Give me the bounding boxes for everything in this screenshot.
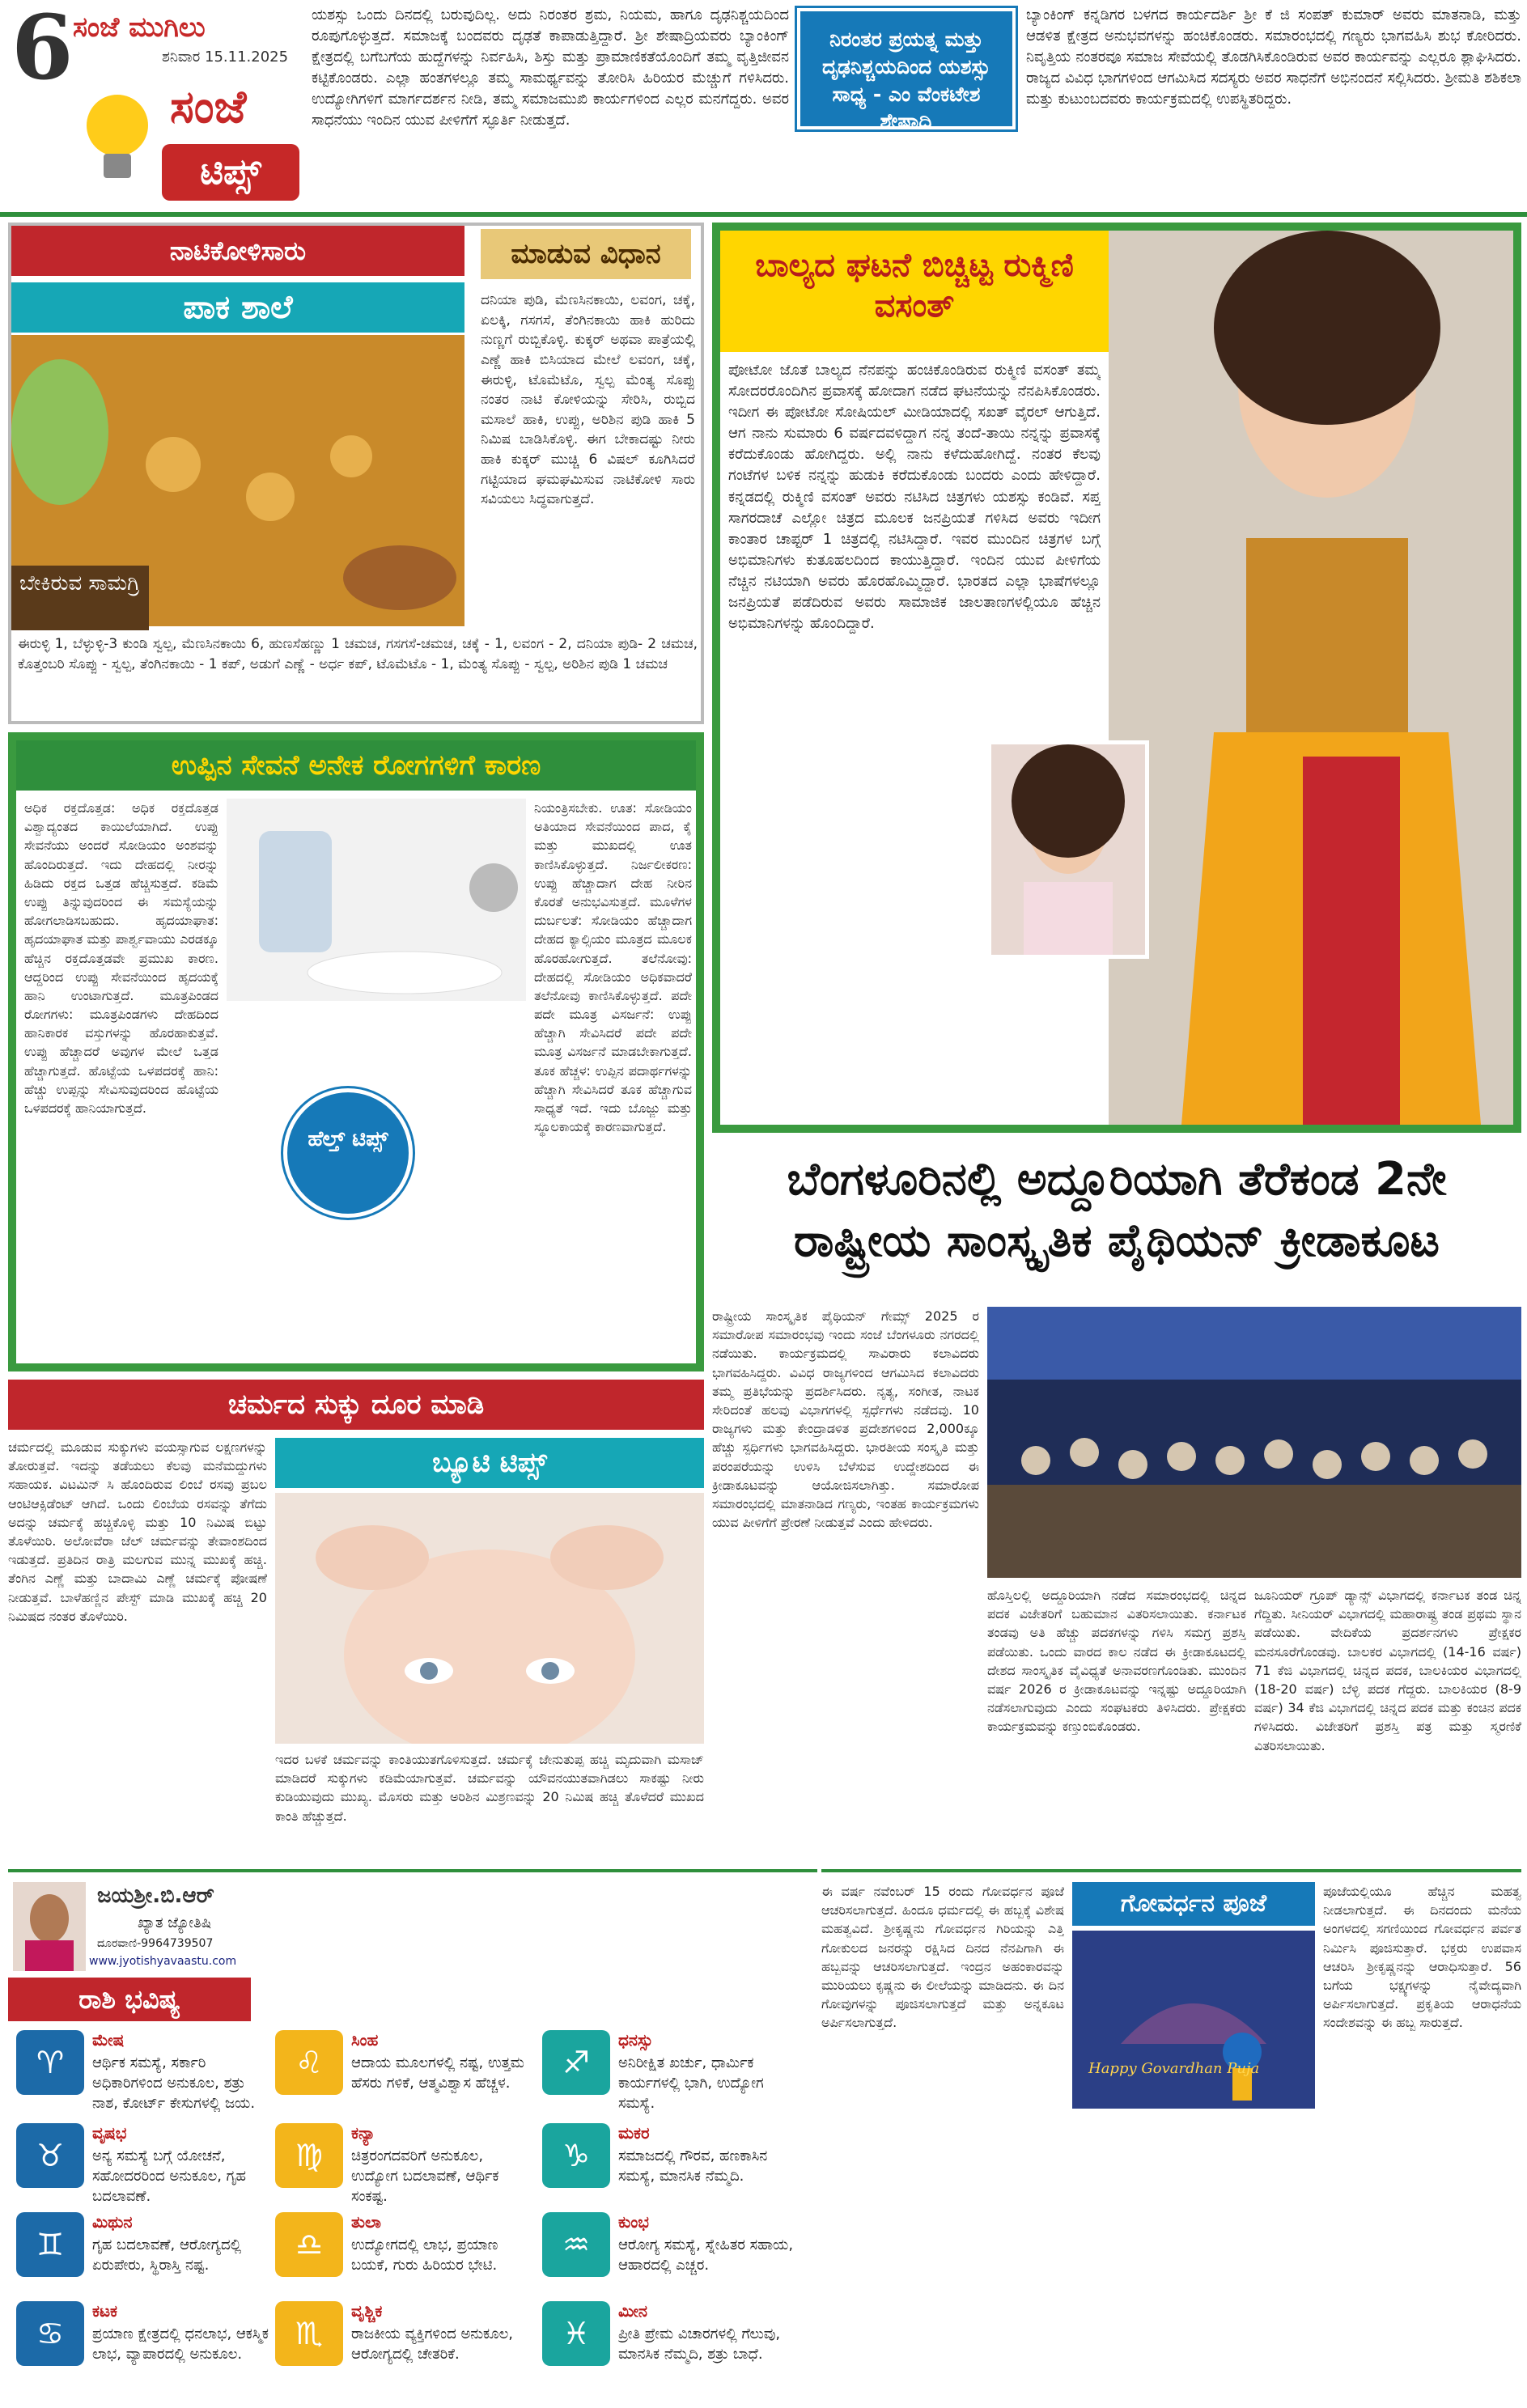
sports-column-3: ಜೂನಿಯರ್ ಗ್ರೂಪ್ ಡ್ಯಾನ್ಸ್ ವಿಭಾಗದಲ್ಲಿ ಕರ್ನಾಟಕ ತಂಡ ಚಿನ್ನ ಗೆದ್ದಿತು. ಸೀನಿಯರ್ ವಿಭಾಗದಲ್ಲಿ ಮಹಾರಾಷ್ಟ್ರ ತಂಡ ಪ್ರಥಮ ಸ್ಥಾನ ಪಡೆಯಿತು. ವೇದಿಕೆಯ ಪ್ರದರ್ಶನಗಳು ಪ್ರೇಕ್ಷಕರ ಮನಸೂರೆಗೊಂಡವು. ಬಾಲಕರ ವಿಭಾಗದಲ್ಲಿ (14-16 ವರ್ಷ) 71 ಕೆಜಿ ವಿಭಾಗದಲ್ಲಿ ಚಿನ್ನದ ಪದಕ, ಬಾಲಕಿಯರ ವಿಭಾಗದಲ್ಲಿ (18-20 ವರ್ಷ) ಬೆಳ್ಳಿ ಪದಕ ಗೆದ್ದರು. ಬಾಲಕಿಯರ (8-9 ವರ್ಷ) 34 ಕೆಜಿ ವಿಭಾಗದಲ್ಲಿ ಚಿನ್ನದ ಪದಕ ಮತ್ತು ಕಂಚಿನ ಪದಕ ಗಳಿಸಿದರು. ವಿಜೇತರಿಗೆ ಪ್ರಶಸ್ತಿ ಪತ್ರ ಮತ್ತು ಸ್ಮರಣಿಕೆ ವಿತರಿಸಲಾಯಿತು.	[1254, 1588, 1521, 1753]
govardhan-title: ಗೋವರ್ಧನ ಪೂಜೆ	[1072, 1882, 1315, 1926]
astrologer-name: ಜಯಶ್ರೀ.ಬಿ.ಆರ್	[97, 1884, 214, 1908]
rashi-name: ವೃಷಭ	[92, 2123, 127, 2143]
section-title-sanje: ಸಂಜೆ	[170, 81, 247, 134]
masthead	[0, 0, 303, 214]
health-tips-badge-text: ಹೆಲ್ತ್ ಟಿಪ್ಸ್	[308, 1127, 388, 1151]
recipe-section-label: ಪಾಕ ಶಾಲೆ	[11, 282, 464, 333]
skin-column-1: ಚರ್ಮದಲ್ಲಿ ಮೂಡುವ ಸುಕ್ಕುಗಳು ವಯಸ್ಸಾಗುವ ಲಕ್ಷಣಗಳನ್ನು ತೋರುತ್ತವೆ. ಇದನ್ನು ತಡೆಯಲು ಕೆಲವು ಮನೆಮದ್ದುಗಳು ಸಹಾಯಕ. ವಿಟಮಿನ್ ಸಿ ಹೊಂದಿರುವ ಲಿಂಬೆ ರಸವು ಪ್ರಬಲ ಆಂಟಿಆಕ್ಸಿಡೆಂಟ್ ಆಗಿದೆ. ಒಂದು ಲಿಂಬೆಯ ರಸವನ್ನು ತೆಗೆದು ಅದನ್ನು ಚರ್ಮಕ್ಕೆ ಹಚ್ಚಿಕೊಳ್ಳಿ ಮತ್ತು 10 ನಿಮಿಷ ಬಿಟ್ಟು ತೊಳೆಯಿರಿ. ಅಲೋವೆರಾ ಜೆಲ್ ಚರ್ಮವನ್ನು ತೇವಾಂಶದಿಂದ ಇಡುತ್ತದೆ. ಪ್ರತಿದಿನ ರಾತ್ರಿ ಮಲಗುವ ಮುನ್ನ ಮುಖಕ್ಕೆ ಹಚ್ಚಿ. ತೆಂಗಿನ ಎಣ್ಣೆ ಮತ್ತು ಬಾದಾಮಿ ಎಣ್ಣೆ ಚರ್ಮಕ್ಕೆ ಪೋಷಣೆ ನೀಡುತ್ತವೆ. ಬಾಳೆಹಣ್ಣಿನ ಪೇಸ್ಟ್ ಮಾಡಿ ಮುಖಕ್ಕೆ ಹಚ್ಚಿ 20 ನಿಮಿಷದ ನಂತರ ತೊಳೆಯಿರಿ.	[8, 1439, 267, 1624]
govardhan-image	[1072, 1931, 1315, 2109]
skin-section	[8, 1380, 704, 1857]
salt-shaker-image	[227, 799, 526, 1001]
astrologer-photo	[13, 1882, 86, 1971]
lightbulb-icon	[81, 89, 154, 194]
rashi-item-3	[16, 2212, 275, 2297]
header-divider	[0, 212, 1527, 217]
skin-column-2: ಇದರ ಬಳಕೆ ಚರ್ಮವನ್ನು ಕಾಂತಿಯುತಗೊಳಿಸುತ್ತದೆ. ಚರ್ಮಕ್ಕೆ ಜೇನುತುಪ್ಪ ಹಚ್ಚಿ ಮೃದುವಾಗಿ ಮಸಾಜ್ ಮಾಡಿದರೆ ಸುಕ್ಕುಗಳು ಕಡಿಮೆಯಾಗುತ್ತವೆ. ಚರ್ಮವನ್ನು ಯೌವನಯುತವಾಗಿಡಲು ಸಾಕಷ್ಟು ನೀರು ಕುಡಿಯುವುದು ಮುಖ್ಯ. ಮೊಸರು ಮತ್ತು ಅರಿಶಿನ ಮಿಶ್ರಣವನ್ನು 20 ನಿಮಿಷ ಹಚ್ಚಿ ತೊಳೆದರೆ ಮುಖದ ಕಾಂತಿ ಹೆಚ್ಚುತ್ತದೆ.	[275, 1752, 704, 1824]
actress-title: ಬಾಲ್ಯದ ಘಟನೆ ಬಿಚ್ಚಿಟ್ಟ ರುಕ್ಮಿಣಿ ವಸಂತ್	[720, 231, 1109, 352]
rashi-item-4	[16, 2301, 275, 2386]
rashi-item-5	[275, 2030, 534, 2115]
astrologer-website[interactable]: www.jyotishyavaastu.com	[89, 1955, 237, 1968]
rashi-name: ಕನ್ಯಾ	[351, 2123, 375, 2143]
zodiac-5-icon: ♌	[275, 2030, 343, 2095]
salt-column-2: ನಿಯಂತ್ರಿಸಬೇಕು. ಊತ: ಸೋಡಿಯಂ ಅತಿಯಾದ ಸೇವನೆಯಿಂದ ಪಾದ, ಕೈ ಮತ್ತು ಮುಖದಲ್ಲಿ ಊತ ಕಾಣಿಸಿಕೊಳ್ಳುತ್ತದೆ. ನಿರ್ಜಲೀಕರಣ: ಉಪ್ಪು ಹೆಚ್ಚಾದಾಗ ದೇಹ ನೀರಿನ ಕೊರತೆ ಅನುಭವಿಸುತ್ತದೆ. ಮೂಳೆಗಳ ದುರ್ಬಲತೆ: ಸೋಡಿಯಂ ಹೆಚ್ಚಾದಾಗ ದೇಹದ ಕ್ಯಾಲ್ಸಿಯಂ ಮೂತ್ರದ ಮೂಲಕ ಹೊರಹೋಗುತ್ತದೆ. ತಲೆನೋವು: ದೇಹದಲ್ಲಿ ಸೋಡಿಯಂ ಅಧಿಕವಾದರೆ ತಲೆನೋವು ಕಾಣಿಸಿಕೊಳ್ಳುತ್ತದೆ. ಪದೇ ಪದೇ ಮೂತ್ರ ವಿಸರ್ಜನೆ: ಉಪ್ಪು ಹೆಚ್ಚಾಗಿ ಸೇವಿಸಿದರೆ ಪದೇ ಪದೇ ಮೂತ್ರ ವಿಸರ್ಜನೆ ಮಾಡಬೇಕಾಗುತ್ತದೆ. ತೂಕ ಹೆಚ್ಚಳ: ಉಪ್ಪಿನ ಪದಾರ್ಥಗಳನ್ನು ಹೆಚ್ಚಾಗಿ ಸೇವಿಸಿದರೆ ತೂಕ ಹೆಚ್ಚಾಗುವ ಸಾಧ್ಯತೆ ಇದೆ. ಇದು ಬೊಜ್ಜು ಮತ್ತು ಸ್ಥೂಲಕಾಯಕ್ಕೆ ಕಾರಣವಾಗುತ್ತದೆ.	[534, 800, 692, 1135]
rashi-item-2	[16, 2123, 275, 2208]
rashi-item-9	[542, 2030, 801, 2115]
health-tips-badge	[283, 1088, 413, 1218]
recipe-ingredients-label: ಬೇಕಿರುವ ಸಾಮಗ್ರಿ	[11, 566, 149, 630]
rashi-name: ಧನಸ್ಸು	[618, 2030, 653, 2050]
header-intro-text: ಯಶಸ್ಸು ಒಂದು ದಿನದಲ್ಲಿ ಬರುವುದಿಲ್ಲ. ಅದು ನಿರಂತರ ಶ್ರಮ, ನಿಯಮ, ಹಾಗೂ ದೃಢನಿಶ್ಚಯದಿಂದ ರೂಪುಗೊಳ್ಳುತ್ತದೆ. ಸಮಾಜಕ್ಕೆ ಬಂದವರು ದೃಢತೆ ಕಾಪಾಡುತ್ತಿದ್ದಾರೆ. ಶ್ರೀ ಶೇಷಾದ್ರಿಯವರು ಬ್ಯಾಂಕಿಂಗ್ ಕ್ಷೇತ್ರದಲ್ಲಿ ಬಗೆಬಗೆಯ ಹುದ್ದೆಗಳನ್ನು ನಿರ್ವಹಿಸಿ, ಶಿಸ್ತು ಮತ್ತು ಪ್ರಾಮಾಣಿಕತೆಯೊಂದಿಗೆ ತಮ್ಮ ವೃತ್ತಿಜೀವನ ಕಟ್ಟಿಕೊಂಡರು. ಎಲ್ಲಾ ಹಂತಗಳಲ್ಲೂ ತಮ್ಮ ಸಾಮರ್ಥ್ಯವನ್ನು ತೋರಿಸಿ ಹಿರಿಯರ ಮೆಚ್ಚುಗೆ ಗಳಿಸಿದರು. ಉದ್ಯೋಗಿಗಳಿಗೆ ಮಾರ್ಗದರ್ಶನ ನೀಡಿ, ತಮ್ಮ ಸಮಾಜಮುಖಿ ಕಾರ್ಯಗಳಿಂದ ಎಲ್ಲರ ಮನಗೆದ್ದರು. ಅವರ ಸಾಧನೆಯು ಇಂದಿನ ಯುವ ಪೀಳಿಗೆಗೆ ಸ್ಫೂರ್ತಿ ನೀಡುತ್ತದೆ.	[312, 6, 789, 129]
rashi-prediction: ರಾಜಕೀಯ ವ್ಯಕ್ತಿಗಳಿಂದ ಅನುಕೂಲ, ಆರೋಗ್ಯದಲ್ಲಿ ಚೇತರಿಕೆ.	[351, 2325, 514, 2363]
rashi-prediction: ಉದ್ಯೋಗದಲ್ಲಿ ಲಾಭ, ಪ್ರಯಾಣ ಬಯಕೆ, ಗುರು ಹಿರಿಯರ ಭೇಟಿ.	[351, 2236, 498, 2274]
horoscope-title: ರಾಶಿ ಭವಿಷ್ಯ	[8, 1978, 251, 2021]
actress-article-text: ಪೋಟೋ ಜೊತೆ ಬಾಲ್ಯದ ನೆನಪನ್ನು ಹಂಚಿಕೊಂಡಿರುವ ರುಕ್ಮಿಣಿ ವಸಂತ್ ತಮ್ಮ ಸೋದರರೊಂದಿಗಿನ ಪ್ರವಾಸಕ್ಕೆ ಹೋದಾಗ ನಡೆದ ಘಟನೆಯನ್ನು ನೆನಪಿಸಿಕೊಂಡರು. ಇದೀಗ ಈ ಪೋಟೋ ಸೋಷಿಯಲ್ ಮೀಡಿಯಾದಲ್ಲಿ ಸಖತ್ ವೈರಲ್ ಆಗುತ್ತಿದೆ. ಆಗ ನಾನು ಸುಮಾರು 6 ವರ್ಷದವಳಿದ್ದಾಗ ನನ್ನ ತಂದೆ-ತಾಯಿ ನನ್ನನ್ನು ಪ್ರವಾಸಕ್ಕೆ ಕರೆದುಕೊಂಡು ಹೋಗಿದ್ದರು. ಅಲ್ಲಿ ನಾನು ಕಳೆದುಹೋಗಿದ್ದೆ. ನಂತರ ಕೆಲವು ಗಂಟೆಗಳ ಬಳಿಕ ನನ್ನನ್ನು ಹುಡುಕಿ ಕರೆದುಕೊಂಡು ಬಂದರು ಎಂದು ಹೇಳಿದ್ದಾರೆ. ಕನ್ನಡದಲ್ಲಿ ರುಕ್ಮಿಣಿ ವಸಂತ್ ಅವರು ನಟಿಸಿದ ಚಿತ್ರಗಳು ಯಶಸ್ಸು ಕಂಡಿವೆ. ಸಪ್ತ ಸಾಗರದಾಚೆ ಎಲ್ಲೋ ಚಿತ್ರದ ಮೂಲಕ ಜನಪ್ರಿಯತೆ ಗಳಿಸಿದ ಅವರು ಇದೀಗ ಕಾಂತಾರ ಚಾಪ್ಟರ್ 1 ಚಿತ್ರದಲ್ಲಿ ನಟಿಸಿದ್ದಾರೆ. ಇವರ ಮುಂದಿನ ಚಿತ್ರಗಳ ಬಗ್ಗೆ ಅಭಿಮಾನಿಗಳು ಕುತೂಹಲದಿಂದ ಕಾಯುತ್ತಿದ್ದಾರೆ. ಇಂದಿನ ಯುವ ಪೀಳಿಗೆಯ ನೆಚ್ಚಿನ ನಟಿಯಾಗಿ ಅವರು ಹೊರಹೊಮ್ಮಿದ್ದಾರೆ. ಭಾರತದ ಎಲ್ಲಾ ಭಾಷೆಗಳಲ್ಲೂ ಜನಪ್ರಿಯತೆ ಪಡೆದಿರುವ ಅವರು ಸಾಮಾಜಿಕ ಜಾಲತಾಣಗಳಲ್ಲಿಯೂ ಹೆಚ್ಚಿನ ಅಭಿಮಾನಿಗಳನ್ನು ಹೊಂದಿದ್ದಾರೆ.	[728, 362, 1101, 633]
header-topic-box: ನಿರಂತರ ಪ್ರಯತ್ನ ಮತ್ತು ದೃಢನಿಶ್ಚಯದಿಂದ ಯಶಸ್ಸು ಸಾಧ್ಯ - ಎಂ ವೆಂಕಟೇಶ ಶೇಷಾದ್ರಿ	[797, 8, 1016, 129]
rashi-item-6	[275, 2123, 534, 2208]
rashi-item-12	[542, 2301, 801, 2386]
rashi-name: ಮೇಷ	[92, 2030, 125, 2050]
govardhan-image-caption: Happy Govardhan Puja	[1088, 2060, 1260, 2077]
zodiac-10-icon: ♑	[542, 2123, 610, 2188]
sports-group-photo	[987, 1307, 1521, 1578]
recipe-method-label: ಮಾಡುವ ವಿಧಾನ	[481, 229, 691, 279]
zodiac-8-icon: ♏	[275, 2301, 343, 2366]
rashi-name: ತುಲಾ	[351, 2212, 381, 2232]
rashi-item-11	[542, 2212, 801, 2297]
zodiac-4-icon: ♋	[16, 2301, 84, 2366]
rashi-name: ಸಿಂಹ	[351, 2030, 379, 2050]
rashi-prediction: ಆದಾಯ ಮೂಲಗಳಲ್ಲಿ ನಷ್ಟ, ಉತ್ತಮ ಹೆಸರು ಗಳಿಕೆ, ಆತ್ಮವಿಶ್ವಾಸ ಹೆಚ್ಚಳ.	[351, 2054, 524, 2092]
rashi-name: ಮೀನ	[618, 2301, 647, 2321]
recipe-title: ನಾಟಿಕೋಳಿಸಾರು	[11, 226, 464, 276]
skin-title: ಚರ್ಮದ ಸುಕ್ಕು ದೂರ ಮಾಡಿ	[8, 1380, 704, 1430]
zodiac-3-icon: ♊	[16, 2212, 84, 2277]
zodiac-9-icon: ♐	[542, 2030, 610, 2095]
actress-main-photo	[1109, 231, 1513, 1125]
zodiac-12-icon: ♓	[542, 2301, 610, 2366]
rashi-prediction: ಪ್ರಯಾಣ ಕ್ಷೇತ್ರದಲ್ಲಿ ಧನಲಾಭ, ಆಕಸ್ಮಿಕ ಲಾಭ, ವ್ಯಾಪಾರದಲ್ಲಿ ಅನುಕೂಲ.	[92, 2325, 269, 2363]
govardhan-column-1: ಈ ವರ್ಷ ನವೆಂಬರ್ 15 ರಂದು ಗೋವರ್ಧನ ಪೂಜೆ ಆಚರಿಸಲಾಗುತ್ತದೆ. ಹಿಂದೂ ಧರ್ಮದಲ್ಲಿ ಈ ಹಬ್ಬಕ್ಕೆ ವಿಶೇಷ ಮಹತ್ವವಿದೆ. ಶ್ರೀಕೃಷ್ಣನು ಗೋವರ್ಧನ ಗಿರಿಯನ್ನು ಎತ್ತಿ ಗೋಕುಲದ ಜನರನ್ನು ರಕ್ಷಿಸಿದ ದಿನದ ನೆನಪಿಗಾಗಿ ಈ ಹಬ್ಬವನ್ನು ಆಚರಿಸಲಾಗುತ್ತದೆ. ಇಂದ್ರನ ಅಹಂಕಾರವನ್ನು ಮುರಿಯಲು ಕೃಷ್ಣನು ಈ ಲೀಲೆಯನ್ನು ಮಾಡಿದನು. ಈ ದಿನ ಗೋವುಗಳನ್ನು ಪೂಜಿಸಲಾಗುತ್ತದೆ ಮತ್ತು ಅನ್ನಕೂಟ ಅರ್ಪಿಸಲಾಗುತ್ತದೆ.	[821, 1884, 1064, 2031]
zodiac-7-icon: ♎	[275, 2212, 343, 2277]
newspaper-brand: ಸಂಜೆ ಮುಗಿಲು	[73, 11, 206, 44]
actress-inset-photo	[987, 740, 1149, 959]
zodiac-11-icon: ♒	[542, 2212, 610, 2277]
recipe-ingredients-text: ಈರುಳ್ಳಿ 1, ಬೆಳ್ಳುಳ್ಳಿ-3 ಕುಂಡಿ ಸ್ವಲ್ಪ, ಮೆಣಸಿನಕಾಯಿ 6, ಹುಣಸೆಹಣ್ಣು 1 ಚಮಚ, ಗಸಗಸೆ-ಚಮಚ, ಚಕ್ಕೆ - 1, ಲವಂಗ - 2, ದನಿಯಾ ಪುಡಿ- 2 ಚಮಚ, ಕೊತ್ತಂಬರಿ ಸೊಪ್ಪು - ಸ್ವಲ್ಪ, ತೆಂಗಿನಕಾಯಿ - 1 ಕಪ್, ಅಡುಗೆ ಎಣ್ಣೆ - ಅರ್ಧ ಕಪ್, ಟೊಮೆಟೊ - 1, ಮೆಂತ್ಯ ಸೊಪ್ಪು - ಸ್ವಲ್ಪ, ಅರಿಶಿನ ಪುಡಿ 1 ಚಮಚ	[18, 636, 698, 672]
page-number: 6	[11, 0, 74, 100]
sports-column-2: ಹೊಸ್ತಿಲಲ್ಲಿ ಅದ್ದೂರಿಯಾಗಿ ನಡೆದ ಸಮಾರಂಭದಲ್ಲಿ ಚಿನ್ನದ ಪದಕ ವಿಜೇತರಿಗೆ ಬಹುಮಾನ ವಿತರಿಸಲಾಯಿತು. ಕರ್ನಾಟಕ ತಂಡವು ಅತಿ ಹೆಚ್ಚು ಪದಕಗಳನ್ನು ಗಳಿಸಿ ಸಮಗ್ರ ಪ್ರಶಸ್ತಿ ಪಡೆಯಿತು. ಒಂದು ವಾರದ ಕಾಲ ನಡೆದ ಈ ಕ್ರೀಡಾಕೂಟದಲ್ಲಿ ದೇಶದ ಸಾಂಸ್ಕೃತಿಕ ವೈವಿಧ್ಯತೆ ಅನಾವರಣಗೊಂಡಿತು. ಮುಂದಿನ ವರ್ಷ 2026 ರ ಕ್ರೀಡಾಕೂಟವನ್ನು ಇನ್ನಷ್ಟು ಅದ್ದೂರಿಯಾಗಿ ನಡೆಸಲಾಗುವುದು ಎಂದು ಸಂಘಟಕರು ತಿಳಿಸಿದರು. ಪ್ರೇಕ್ಷಕರು ಕಾರ್ಯಕ್ರಮವನ್ನು ಕಣ್ತುಂಬಿಕೊಂಡರು.	[987, 1588, 1246, 1735]
sports-headline: ಬೆಂಗಳೂರಿನಲ್ಲಿ ಅದ್ದೂರಿಯಾಗಿ ತೆರೆಕಂಡ 2ನೇ ರಾಷ್ಟ್ರೀಯ ಸಾಂಸ್ಕೃತಿಕ ಪೈಥಿಯನ್ ಕ್ರೀಡಾಕೂಟ	[787, 1153, 1447, 1267]
woman-face-image	[275, 1493, 704, 1744]
salt-section	[8, 732, 704, 1371]
recipe-method-text: ದನಿಯಾ ಪುಡಿ, ಮೆಣಸಿನಕಾಯಿ, ಲವಂಗ, ಚಕ್ಕೆ, ಏಲಕ್ಕಿ, ಗಸಗಸೆ, ತೆಂಗಿನಕಾಯಿ ಹಾಕಿ ಹುರಿದು ನುಣ್ಣಗೆ ರುಬ್ಬಿಕೊಳ್ಳಿ. ಕುಕ್ಕರ್ ಅಥವಾ ಪಾತ್ರೆಯಲ್ಲಿ ಎಣ್ಣೆ ಹಾಕಿ ಬಿಸಿಯಾದ ಮೇಲೆ ಲವಂಗ, ಚಕ್ಕೆ, ಈರುಳ್ಳಿ, ಟೊಮೆಟೊ, ಸ್ವಲ್ಪ ಮೆಂತ್ಯ ಸೊಪ್ಪು ನಂತರ ನಾಟಿ ಕೋಳಿಯನ್ನು ಸೇರಿಸಿ, ರುಬ್ಬಿದ ಮಸಾಲೆ ಹಾಕಿ, ಉಪ್ಪು, ಅರಿಶಿನ ಪುಡಿ ಹಾಕಿ 5 ನಿಮಿಷ ಬಾಡಿಸಿಕೊಳ್ಳಿ. ಈಗ ಬೇಕಾದಷ್ಟು ನೀರು ಹಾಕಿ ಕುಕ್ಕರ್ ಮುಚ್ಚಿ 6 ವಿಷಲ್ ಕೂಗಿಸಿದರೆ ಗಟ್ಟಿಯಾದ ಘಮಘಮಿಸುವ ನಾಟಿಕೋಳಿ ಸಾರು ಸವಿಯಲು ಸಿದ್ಧವಾಗುತ್ತದೆ.	[481, 292, 695, 508]
rashi-prediction: ಪ್ರೀತಿ ಪ್ರೇಮ ವಿಚಾರಗಳಲ್ಲಿ ಗೆಲುವು, ಮಾನಸಿಕ ನೆಮ್ಮದಿ, ಶತ್ರು ಬಾಧೆ.	[618, 2325, 781, 2363]
rashi-prediction: ಆರ್ಥಿಕ ಸಮಸ್ಯೆ, ಸರ್ಕಾರಿ ಅಧಿಕಾರಿಗಳಿಂದ ಅನುಕೂಲ, ಶತ್ರು ನಾಶ, ಕೋರ್ಟ್ ಕೇಸುಗಳಲ್ಲಿ ಜಯ.	[92, 2054, 256, 2113]
rashi-name: ಮಿಥುನ	[92, 2212, 133, 2232]
rashi-prediction: ಅನಿರೀಕ್ಷಿತ ಖರ್ಚು, ಧಾರ್ಮಿಕ ಕಾರ್ಯಗಳಲ್ಲಿ ಭಾಗಿ, ಉದ್ಯೋಗ ಸಮಸ್ಯೆ.	[618, 2054, 764, 2113]
rashi-item-10	[542, 2123, 801, 2208]
rashi-name: ಕಟಕ	[92, 2301, 118, 2321]
rashi-name: ಮಕರ	[618, 2123, 650, 2143]
sports-section	[712, 1141, 1521, 1857]
astrologer-phone: ದೂರವಾಣಿ-9964739507	[97, 1937, 214, 1950]
salt-title: ಉಪ್ಪಿನ ಸೇವನೆ ಅನೇಕ ರೋಗಗಳಿಗೆ ಕಾರಣ	[16, 740, 696, 791]
astrologer-title: ಖ್ಯಾತ ಜ್ಯೋತಿಷಿ	[138, 1914, 211, 1931]
govardhan-column-2: ಪೂಜೆಯಲ್ಲಿಯೂ ಹೆಚ್ಚಿನ ಮಹತ್ವ ನೀಡಲಾಗುತ್ತದೆ. ಈ ದಿನದಂದು ಮನೆಯ ಅಂಗಳದಲ್ಲಿ ಸಗಣಿಯಿಂದ ಗೋವರ್ಧನ ಪರ್ವತ ನಿರ್ಮಿಸಿ ಪೂಜಿಸುತ್ತಾರೆ. ಭಕ್ತರು ಉಪವಾಸ ಆಚರಿಸಿ ಶ್ರೀಕೃಷ್ಣನನ್ನು ಆರಾಧಿಸುತ್ತಾರೆ. 56 ಬಗೆಯ ಭಕ್ಷ್ಯಗಳನ್ನು ನೈವೇದ್ಯವಾಗಿ ಅರ್ಪಿಸಲಾಗುತ್ತದೆ. ಪ್ರಕೃತಿಯ ಆರಾಧನೆಯ ಸಂದೇಶವನ್ನು ಈ ಹಬ್ಬ ಸಾರುತ್ತದೆ.	[1323, 1884, 1521, 2031]
zodiac-2-icon: ♉	[16, 2123, 84, 2188]
rashi-prediction: ಅನ್ಯ ಸಮಸ್ಯೆ ಬಗ್ಗೆ ಯೋಚನೆ, ಸಹೋದರರಿಂದ ಅನುಕೂಲ, ಗೃಹ ಬದಲಾವಣೆ.	[92, 2147, 246, 2206]
govardhan-section	[821, 1869, 1521, 2403]
issue-date: ಶನಿವಾರ 15.11.2025	[162, 49, 289, 66]
rashi-item-1	[16, 2030, 275, 2115]
beauty-tips-label: ಬ್ಯೂಟಿ ಟಿಪ್ಸ್	[275, 1438, 704, 1488]
horoscope-section	[8, 1869, 817, 2403]
rashi-name: ಕುಂಭ	[618, 2212, 649, 2232]
rashi-prediction: ಗೃಹ ಬದಲಾವಣೆ, ಆರೋಗ್ಯದಲ್ಲಿ ಏರುಪೇರು, ಸ್ಥಿರಾಸ್ತಿ ನಷ್ಟ.	[92, 2236, 242, 2274]
rashi-item-7	[275, 2212, 534, 2297]
actress-section	[712, 223, 1521, 1133]
rashi-prediction: ಆರೋಗ್ಯ ಸಮಸ್ಯೆ, ಸ್ನೇಹಿತರ ಸಹಾಯ, ಆಹಾರದಲ್ಲಿ ಎಚ್ಚರ.	[618, 2236, 794, 2274]
section-title-tips: ಟಿಪ್ಸ್	[162, 144, 299, 201]
rashi-prediction: ಸಮಾಜದಲ್ಲಿ ಗೌರವ, ಹಣಕಾಸಿನ ಸಮಸ್ಯೆ, ಮಾನಸಿಕ ನೆಮ್ಮದಿ.	[618, 2147, 768, 2185]
zodiac-1-icon: ♈	[16, 2030, 84, 2095]
salt-column-1: ಅಧಿಕ ರಕ್ತದೊತ್ತಡ: ಅಧಿಕ ರಕ್ತದೊತ್ತಡ ವಿಶ್ವಾದ್ಯಂತದ ಕಾಯಿಲೆಯಾಗಿದೆ. ಉಪ್ಪು ಸೇವನೆಯು ಅಂದರೆ ಸೋಡಿಯಂ ಅಂಶವನ್ನು ಹೊಂದಿರುತ್ತದೆ. ಇದು ದೇಹದಲ್ಲಿ ನೀರನ್ನು ಹಿಡಿದು ರಕ್ತದ ಒತ್ತಡ ಹೆಚ್ಚಿಸುತ್ತದೆ. ಕಡಿಮೆ ಉಪ್ಪು ತಿನ್ನುವುದರಿಂದ ಈ ಸಮಸ್ಯೆಯನ್ನು ಹೋಗಲಾಡಿಸಬಹುದು. ಹೃದಯಾಘಾತ: ಹೃದಯಾಘಾತ ಮತ್ತು ಪಾರ್ಶ್ವವಾಯು ಎರಡಕ್ಕೂ ಹೆಚ್ಚಿನ ರಕ್ತದೊತ್ತಡವೇ ಪ್ರಮುಖ ಕಾರಣ. ಆದ್ದರಿಂದ ಉಪ್ಪು ಸೇವನೆಯಿಂದ ಹೃದಯಕ್ಕೆ ಹಾನಿ ಉಂಟಾಗುತ್ತದೆ. ಮೂತ್ರಪಿಂಡದ ರೋಗಗಳು: ಮೂತ್ರಪಿಂಡಗಳು ದೇಹದಿಂದ ಹಾನಿಕಾರಕ ವಸ್ತುಗಳನ್ನು ಹೊರಹಾಕುತ್ತವೆ. ಉಪ್ಪು ಹೆಚ್ಚಾದರೆ ಅವುಗಳ ಮೇಲೆ ಒತ್ತಡ ಹೆಚ್ಚಾಗುತ್ತದೆ. ಹೊಟ್ಟೆಯ ಒಳಪದರಕ್ಕೆ ಹಾನಿ: ಹೆಚ್ಚು ಉಪ್ಪನ್ನು ಸೇವಿಸುವುದರಿಂದ ಹೊಟ್ಟೆಯ ಒಳಪದರಕ್ಕೆ ಹಾನಿಯಾಗುತ್ತದೆ.	[24, 800, 218, 1116]
sports-column-1: ರಾಷ್ಟ್ರೀಯ ಸಾಂಸ್ಕೃತಿಕ ಪೈಥಿಯನ್ ಗೇಮ್ಸ್ 2025 ರ ಸಮಾರೋಪ ಸಮಾರಂಭವು ಇಂದು ಸಂಜೆ ಬೆಂಗಳೂರು ನಗರದಲ್ಲಿ ನಡೆಯಿತು. ಕಾರ್ಯಕ್ರಮದಲ್ಲಿ ಸಾವಿರಾರು ಕಲಾವಿದರು ಭಾಗವಹಿಸಿದ್ದರು. ವಿವಿಧ ರಾಜ್ಯಗಳಿಂದ ಆಗಮಿಸಿದ ಕಲಾವಿದರು ತಮ್ಮ ಪ್ರತಿಭೆಯನ್ನು ಪ್ರದರ್ಶಿಸಿದರು. ನೃತ್ಯ, ಸಂಗೀತ, ನಾಟಕ ಸೇರಿದಂತೆ ಹಲವು ವಿಭಾಗಗಳಲ್ಲಿ ಸ್ಪರ್ಧೆಗಳು ನಡೆದವು. 10 ರಾಜ್ಯಗಳು ಮತ್ತು ಕೇಂದ್ರಾಡಳಿತ ಪ್ರದೇಶಗಳಿಂದ 2,000ಕ್ಕೂ ಹೆಚ್ಚು ಸ್ಪರ್ಧಿಗಳು ಭಾಗವಹಿಸಿದ್ದರು. ಭಾರತೀಯ ಸಂಸ್ಕೃತಿ ಮತ್ತು ಪರಂಪರೆಯನ್ನು ಉಳಿಸಿ ಬೆಳೆಸುವ ಉದ್ದೇಶದಿಂದ ಈ ಕ್ರೀಡಾಕೂಟವನ್ನು ಆಯೋಜಿಸಲಾಗಿತ್ತು. ಸಮಾರೋಪ ಸಮಾರಂಭದಲ್ಲಿ ಮಾತನಾಡಿದ ಗಣ್ಯರು, ಇಂತಹ ಕಾರ್ಯಕ್ರಮಗಳು ಯುವ ಪೀಳಿಗೆಗೆ ಪ್ರೇರಣೆ ನೀಡುತ್ತವೆ ಎಂದು ಹೇಳಿದರು.	[712, 1308, 979, 1531]
header-right-text: ಬ್ಯಾಂಕಿಂಗ್ ಕನ್ನಡಿಗರ ಬಳಗದ ಕಾರ್ಯದರ್ಶಿ ಶ್ರೀ ಕೆ ಜಿ ಸಂಪತ್ ಕುಮಾರ್ ಅವರು ಮಾತನಾಡಿ, ಮತ್ತು ಆಡಳಿತ ಕ್ಷೇತ್ರದ ಅನುಭವಗಳನ್ನು ಹಂಚಿಕೊಂಡರು. ಸಮಾರಂಭದಲ್ಲಿ ಗಣ್ಯರು ಭಾಗವಹಿಸಿ ಶುಭ ಕೋರಿದರು. ನಿವೃತ್ತಿಯ ನಂತರವೂ ಸಮಾಜ ಸೇವೆಯಲ್ಲಿ ತೊಡಗಿಸಿಕೊಂಡಿರುವ ಅವರ ಕಾರ್ಯವನ್ನು ಎಲ್ಲರೂ ಶ್ಲಾಘಿಸಿದರು. ರಾಜ್ಯದ ವಿವಿಧ ಭಾಗಗಳಿಂದ ಆಗಮಿಸಿದ ಸದಸ್ಯರು ಅವರ ಸಾಧನೆಗೆ ಅಭಿನಂದನೆ ಸಲ್ಲಿಸಿದರು. ಶ್ರೀಮತಿ ಶಶಿಕಲಾ ಮತ್ತು ಕುಟುಂಬದವರು ಕಾರ್ಯಕ್ರಮದಲ್ಲಿ ಉಪಸ್ಥಿತರಿದ್ದರು.	[1026, 6, 1521, 108]
rashi-prediction: ಚಿತ್ರರಂಗದವರಿಗೆ ಅನುಕೂಲ, ಉದ್ಯೋಗ ಬದಲಾವಣೆ, ಆರ್ಥಿಕ ಸಂಕಷ್ಟ.	[351, 2147, 499, 2206]
rashi-item-8	[275, 2301, 534, 2386]
recipe-section	[8, 223, 704, 724]
zodiac-6-icon: ♍	[275, 2123, 343, 2188]
rashi-name: ವೃಶ್ಚಿಕ	[351, 2301, 383, 2321]
